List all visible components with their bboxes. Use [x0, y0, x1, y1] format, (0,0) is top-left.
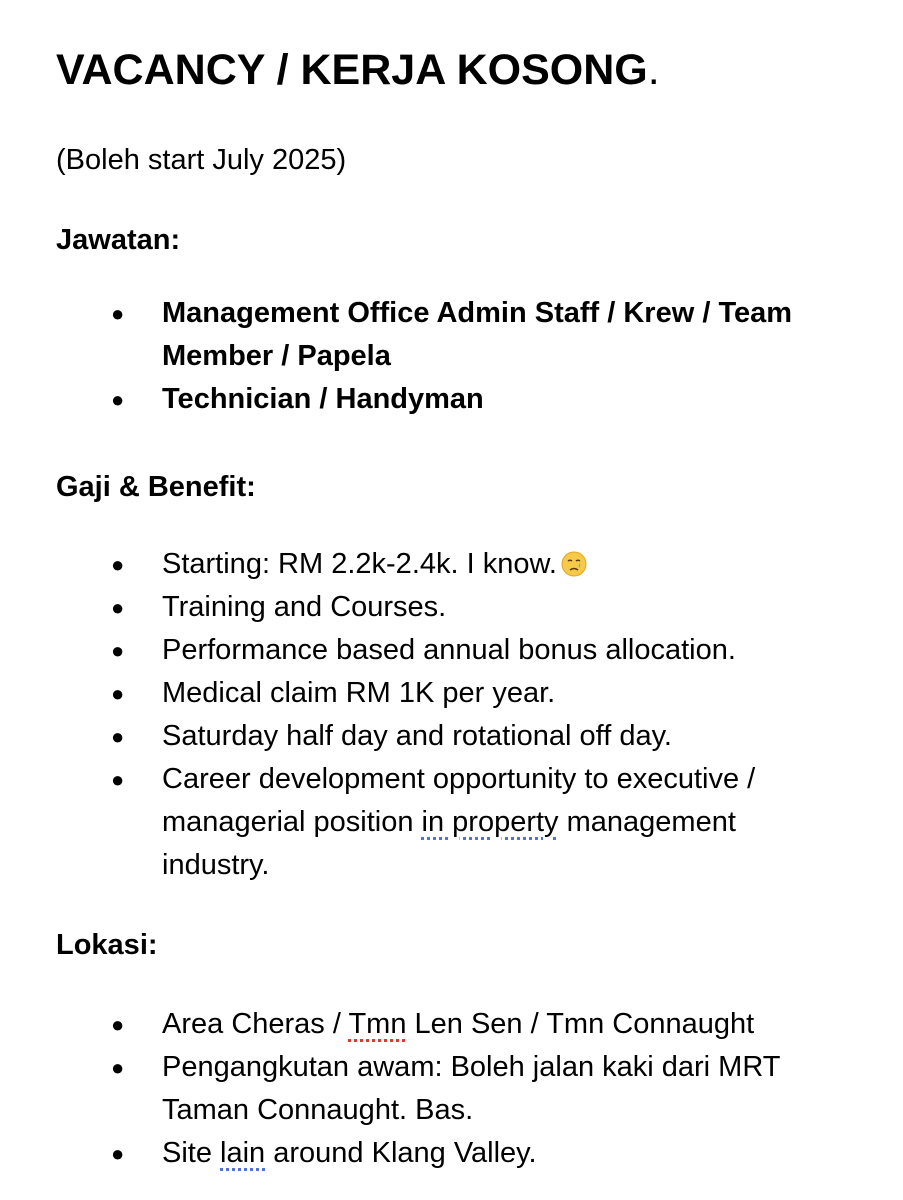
list-item — [56, 715, 846, 758]
grammar-flag-text[interactable]: lain — [220, 1137, 266, 1169]
benefit-text: Career development opportunity to executive / managerial position — [162, 763, 756, 838]
bullet-icon: ● — [111, 552, 125, 577]
location-text: around Klang Valley. — [265, 1137, 537, 1169]
bullet-icon: ● — [111, 681, 125, 706]
page-title — [56, 44, 660, 96]
list-item — [56, 1046, 846, 1132]
page-title-period: . — [647, 46, 660, 94]
crying-face-icon — [561, 551, 587, 577]
spelling-flag-text[interactable]: Tmn — [348, 1008, 407, 1040]
jawatan-list — [56, 292, 846, 421]
start-date-note: (Boleh start July 2025) — [56, 144, 347, 176]
list-item — [56, 672, 846, 715]
bullet-icon: ● — [111, 301, 125, 326]
jawatan-heading: Jawatan: — [56, 224, 181, 256]
location-text: Area Cheras / — [162, 1008, 349, 1040]
list-item — [56, 1003, 846, 1046]
benefit-text: management industry. — [162, 806, 736, 881]
salary-text: Starting: RM 2.2k-2.4k. I know. — [162, 548, 557, 580]
list-item — [56, 758, 846, 887]
bullet-icon: ● — [111, 638, 125, 663]
page-title-text: VACANCY / KERJA KOSONG — [56, 46, 648, 94]
bullet-icon: ● — [111, 1055, 125, 1080]
lokasi-heading: Lokasi: — [56, 929, 158, 961]
list-item — [56, 629, 846, 672]
lokasi-list — [56, 1003, 846, 1175]
bullet-icon: ● — [111, 724, 125, 749]
gaji-benefit-heading: Gaji & Benefit: — [56, 471, 256, 503]
list-item — [56, 378, 846, 421]
benefit-text: Medical claim RM 1K per year. — [162, 677, 556, 709]
list-item — [56, 1132, 846, 1175]
grammar-flag-text[interactable]: in property — [421, 806, 559, 838]
benefit-text: Performance based annual bonus allocation. — [162, 634, 736, 666]
list-item — [56, 543, 846, 586]
bullet-icon: ● — [111, 595, 125, 620]
bullet-icon: ● — [111, 1012, 125, 1037]
jawatan-item-text: Technician / Handyman — [162, 383, 484, 415]
list-item — [56, 586, 846, 629]
gaji-benefit-list — [56, 543, 846, 887]
benefit-text: Training and Courses. — [162, 591, 447, 623]
bullet-icon: ● — [111, 387, 125, 412]
jawatan-item-text: Management Office Admin Staff / Krew / Team Member / Papela — [162, 297, 793, 372]
transport-text: Pengangkutan awam: Boleh jalan kaki dari MRT Taman Connaught. Bas. — [162, 1051, 780, 1126]
location-text: Site — [162, 1137, 221, 1169]
location-text: Len Sen / Tmn Connaught — [406, 1008, 755, 1040]
benefit-text: Saturday half day and rotational off day. — [162, 720, 672, 752]
bullet-icon: ● — [111, 1141, 125, 1166]
list-item — [56, 292, 846, 378]
bullet-icon: ● — [111, 767, 125, 792]
